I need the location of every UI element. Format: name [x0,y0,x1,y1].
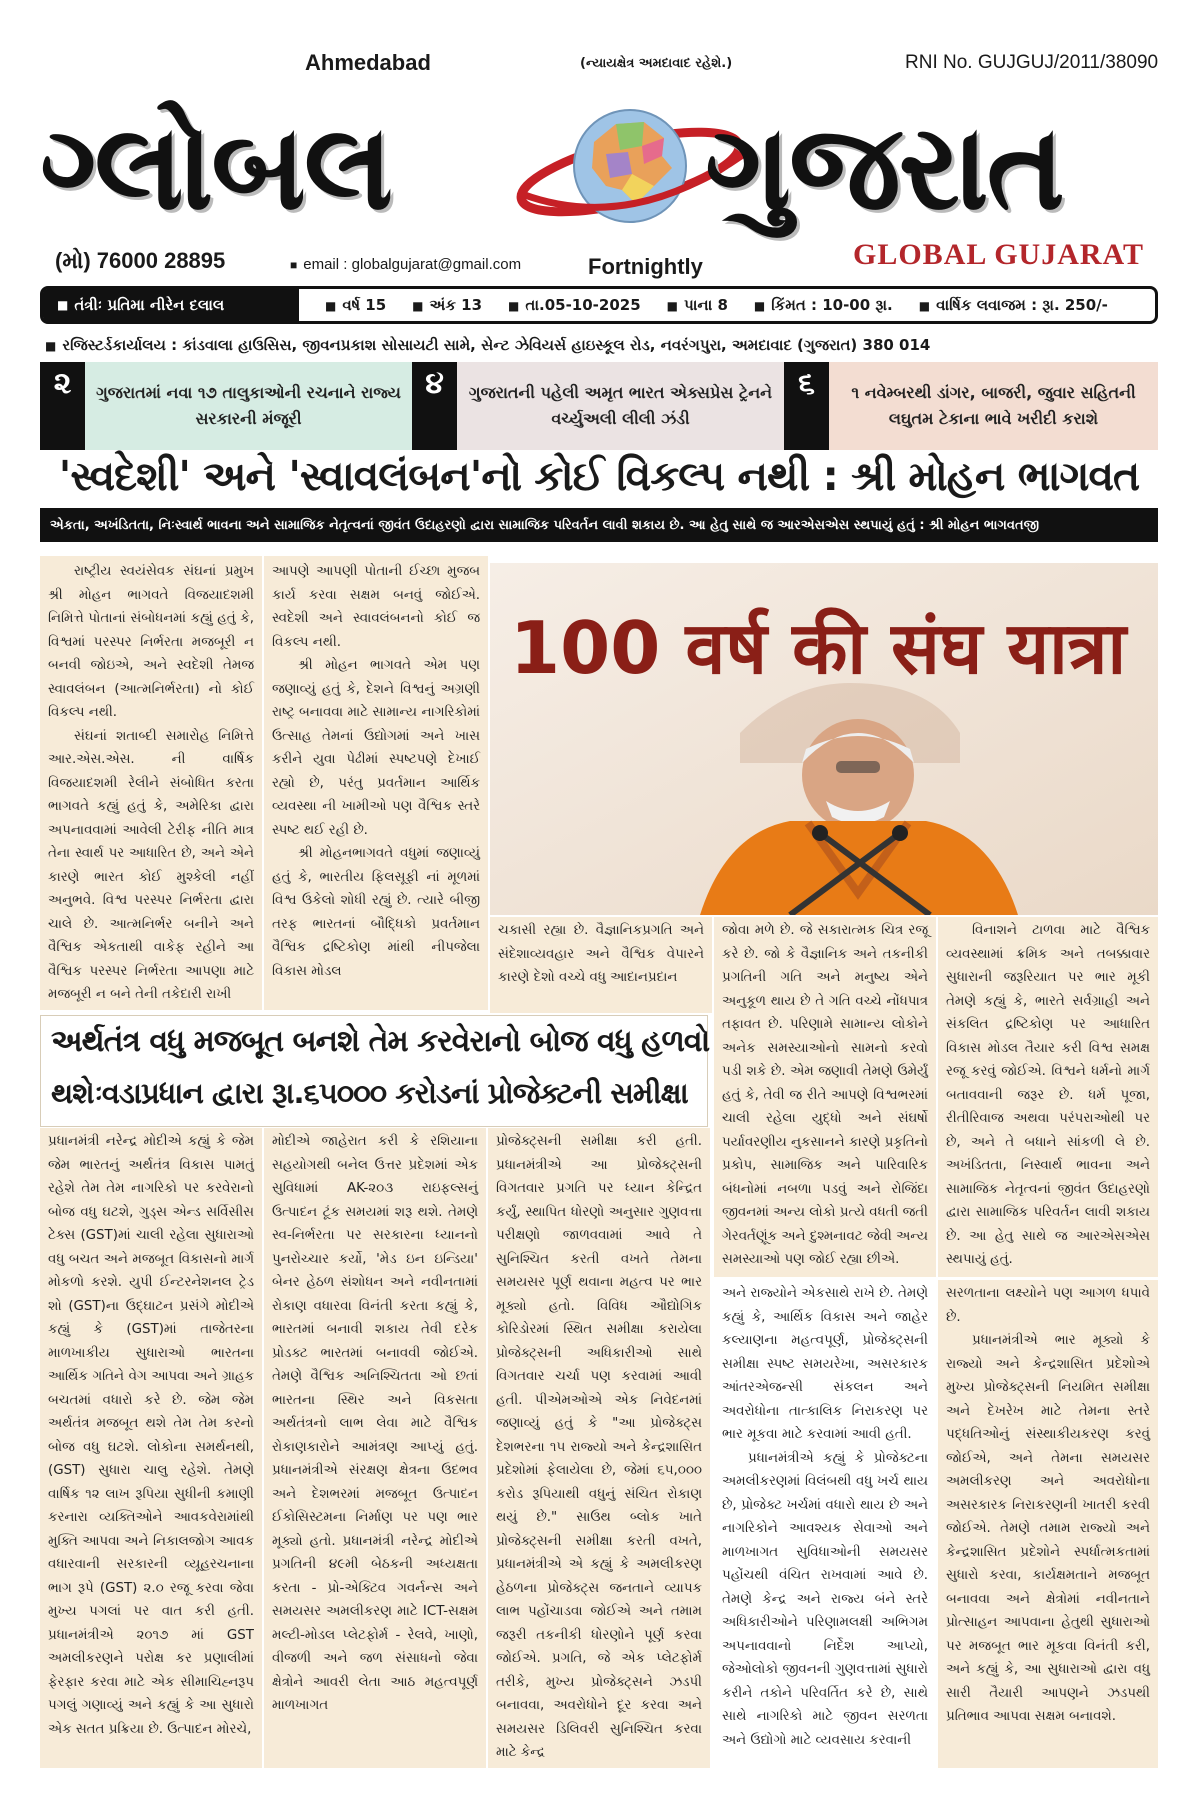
photo-banner-text: 100 वर्ष की संघ यात्रा [510,606,1127,690]
top-stories-strip [40,362,1158,450]
rni-number: RNI No. GUJGUJ/2011/38090 [905,52,1159,73]
jurisdiction-note: (ન્યાયક્ષેત્ર અમદાવાદ રહેશે.) [580,56,733,71]
masthead-title-part1: ગ્લોબલ [40,98,392,236]
second-story-headline-box[interactable] [40,1015,708,1127]
masthead [40,92,1160,242]
teaser-page-number: ૨ [40,362,85,450]
lead-story-column-3 [490,917,712,1013]
email-address[interactable]: ■ email : globalgujarat@gmail.com [290,256,521,273]
issue-year: ■ વર્ષ 15 [325,296,386,314]
paragraph: પ્રધાનમંત્રીએ કહ્યું કે પ્રોજેક્ટના અમલીકરણમાં વિલંબથી વધુ ખર્ચ થાય છે, પ્રોજેક્ટ ખર્ચમાં વધારો થાય છે અને નાગરિકોને આવશ્યક સેવાઓ અને માળખાગત સુવિધાઓની સમયસર પહોંચથી વંચિત રાખવામાં આવે છે. તેમણે કેન્દ્ર અને રાજ્ય બંને સ્તરે અધિકારીઓને પરિણામલક્ષી અભિગમ અપનાવવાનો નિર્દેશ આપ્યો, જેઓલોકો જીવનની ગુણવત્તામાં સુધારો કરીને તકોને પરિવર્તિત કરે છે, સાથે સાથે નાગરિકો માટે જીવન સરળતા અને ઉદ્યોગો માટે વ્યવસાય કરવાની [722,1450,928,1748]
second-story-column-1 [40,1128,262,1768]
second-story-column-5 [938,1280,1158,1768]
paragraph: ચકાસી રહ્યા છે. વૈજ્ઞાનિકપ્રગતિ અને સંદેશાવ્યવહાર અને વૈશ્વિક વેપારને કારણે દેશો વચ્ચે વધુ આદાનપ્રદાન [498,923,704,985]
registered-office: ■ રજિસ્ટર્ડકાર્યાલય : કાંડવાલા હાઉસિસ, જીવનપ્રકાશ સોસાયટી સામે, સેન્ટ ઝેવિયર્સ હાઇસ્કૂલ રોડ, નવરંગપુરા, અમદાવાદ (ગુજરાત) 380 014 [45,336,930,354]
paragraph: રાષ્ટ્રીય સ્વયંસેવક સંઘનાં પ્રમુખ શ્રી મોહન ભાગવતે વિજયાદશમી નિમિત્તે પોતાનાં સંબોધનમાં કહ્યું હતું કે, વિશ્વમાં પરસ્પર નિર્ભરતા મજબૂરી ન બનવી જોઇએ, અને સ્વદેશી તેમજ સ્વાવલંબન (આત્મનિર્ભરતા) નો કોઈ વિકલ્પ નથી. [48,564,254,720]
paragraph: શ્રી મોહન ભાગવતે એમ પણ જણાવ્યું હતું કે, દેશને વિશ્વનું અગ્રણી રાષ્ટ્ર બનાવવા માટે સામાન્ય નાગરિકોમાં ઉત્સાહ તેમનાં ઉદ્યોગમાં અને ખાસ કરીને યુવા પેઢીમાં સ્પષ્ટપણે દેખાઈ રહ્યો છે, પરંતુ પ્રવર્તમાન આર્થિક વ્યવસ્થા ની ખામીઓ પણ વૈશ્વિક સ્તરે સ્પષ્ટ થઈ રહી છે. [272,658,480,838]
paragraph: વિનાશને ટાળવા માટે વૈશ્વિક વ્યવસ્થામાં ક્રમિક અને તબક્કાવાર સુધારાની જરૂરિયાત પર ભાર મૂકી તેમણે કહ્યું કે, ભારતે સર્વગ્રાહી અને સંકલિત દ્રષ્ટિકોણ પર આધારિત વિકાસ મોડલ તૈયાર કરી વિશ્વ સમક્ષ રજૂ કરવું જોઈએ. વિશ્વને ધર્મનો માર્ગ બતાવવાની જરૂર છે. ધર્મ પૂજા, રીતીરિવાજ અથવા પરંપરાઓથી પર છે, અને તે બધાને સાંકળી લે છે. અખંડિતતા, નિસ્વાર્થ ભાવના અને સામાજિક નેતૃત્વનાં જીવંત ઉદાહરણો દ્વારા સામાજિક પરિવર્તન લાવી શકાય છે. આ હેતુ સાથે જ આરએસએસ સ્થપાયું હતું. [946,923,1150,1267]
lead-headline[interactable]: 'સ્વદેશી' અને 'સ્વાવલંબન'નો કોઈ વિકલ્પ નથી : શ્રી મોહન ભાગવત [58,452,1140,500]
lead-story-column-1 [40,556,262,1010]
teaser-text: ગુજરાતની પહેલી અમૃત ભારત એક્સપ્રેસ ટ્રેનને વર્ચ્યુઅલી લીલી ઝંડી [457,362,784,450]
masthead-title-part2: ગુજરાત [705,98,1063,236]
lead-subheadline: એકતા, અખંડિતતા, નિઃસ્વાર્થ ભાવના અને સામાજિક નેતૃત્વનાં જીવંત ઉદાહરણો દ્વારા સામાજિક પરિવર્તન લાવી શકાય છે. આ હેતુ સાથે જ આરએસએસ સ્થપાયું હતું : શ્રી મોહન ભાગવતજી [40,508,1158,542]
annual-subscription: ■ વાર્ષિક લવાજમ : રૂા. 250/- [919,296,1108,314]
masthead-city: Ahmedabad [305,50,431,75]
second-story-column-3 [488,1128,710,1768]
paragraph: પ્રધાનમંત્રી નરેન્દ્ર મોદીએ કહ્યું કે જેમ જેમ ભારતનું અર્થતંત્ર વિકાસ પામતું રહેશે તેમ તેમ નાગરિકો પર કરવેરાનો બોજ વધુ ઘટશે, ગુડ્સ એન્ડ સર્વિસીસ ટેક્સ (GST)માં ચાલી રહેલા સુધારાઓ વધુ બચત અને મજબૂત વિકાસનો માર્ગ મોકળો કરશે. યુપી ઈન્ટરનેશનલ ટ્રેડ શો (GST)ના ઉદ્ઘાટન પ્રસંગે મોદીએ કહ્યું કે (GST)માં તાજેતરના માળખાકીય સુધારાઓ ભારતના આર્થિક ગતિને વેગ આપવા અને ગ્રાહક બચતમાં વધારો કરે છે. જેમ જેમ અર્થતંત્ર મજબૂત થશે તેમ તેમ કરનો બોજ વધુ ઘટશે. લોકોના સમર્થનથી, (GST) સુધારા ચાલુ રહેશે. તેમણે વાર્ષિક ૧૨ લાખ રૂપિયા સુધીની કમાણી કરનારા વ્યક્તિઓને આવકવેરામાંથી મુક્તિ આપવા અને નિકાલજોગ આવક વધારવાની સરકારની વ્યૂહરચનાના ભાગ રૂપે (GST) ૨.૦ રજૂ કરવા જેવા મુખ્ય પગલાં પર વાત કરી હતી. પ્રધાનમંત્રીએ ૨૦૧૭ માં GST અમલીકરણને પરોક્ષ કર પ્રણાલીમાં ફેરફાર કરવા માટે એક સીમાચિહ્નરૂપ પગલું ગણાવ્યું અને કહ્યું કે આ સુધારો એક સતત પ્રક્રિયા છે. ઉત્પાદન મોરચે, [48,1134,254,1737]
lead-story-column-5 [938,917,1158,1277]
masthead-english-title: GLOBAL GUJARAT [853,238,1144,271]
teaser-page-number: ૬ [784,362,829,450]
lead-story-photo [490,563,1158,915]
paragraph: સંઘનાં શતાબ્દી સમારોહ નિમિત્તે આર.એસ.એસ. ની વાર્ષિક વિજયાદશમી રેલીને સંબોધિત કરતા ભાગવતે કહ્યું હતું કે, અમેરિકા દ્વારા અપનાવવામાં આવેલી ટેરીફ નીતિ માત્ર તેના સ્વાર્થ પર આધારિત છે, અને એને કારણે ભારત કોઈ મુશ્કેલી નહીં અનુભવે. વિશ્વ પરસ્પર નિર્ભરતા દ્વારા ચાલે છે. આત્મનિર્ભર બનીને અને વૈશ્વિક એકતાથી વાકેફ રહીને આ વૈશ્વિક પરસ્પર નિર્ભરતા આપણા માટે મજબૂરી ન બને તેની તકેદારી રાખી [48,728,254,1002]
paragraph: પ્રોજેક્ટ્સની સમીક્ષા કરી હતી. પ્રધાનમંત્રીએ આ પ્રોજેક્ટ્સની વિગતવાર પ્રગતિ પર ધ્યાન કેન્દ્રિત કર્યું, સ્થાપિત ધોરણો અનુસાર ગુણવત્તા પરીક્ષણો જાળવવામાં આવે તે સુનિશ્ચિત કરતી વખતે તેમના સમયસર પૂર્ણ થવાના મહત્વ પર ભાર મૂક્યો હતો. વિવિધ ઔદ્યોગિક કોરિડોરમાં સ્થિત સમીક્ષા કરાયેલા પ્રોજેક્ટ્સની અધિકારીઓ સાથે વિગતવાર ચર્ચા પણ કરવામાં આવી હતી. પીએમઓએ એક નિવેદનમાં જણાવ્યું હતું કે "આ પ્રોજેક્ટ્સ દેશભરના ૧૫ રાજ્યો અને કેન્દ્રશાસિત પ્રદેશોમાં ફેલાયેલા છે, જેમાં ૬૫,૦૦૦ કરોડ રૂપિયાથી વધુનું સંચિત રોકાણ થયું છે." સાઉથ બ્લોક ખાતે પ્રોજેક્ટ્સની સમીક્ષા કરતી વખતે, પ્રધાનમંત્રીએ એ કહ્યું કે અમલીકરણ હેઠળના પ્રોજેક્ટ્સ જનતાને વ્યાપક લાભ પહોંચાડવા જોઈએ અને તમામ જરૂરી તકનીકી ધોરણોને પૂર્ણ કરવા જોઈએ. પ્રગતિ, જે એક પ્લેટફોર્મ તરીકે, મુખ્ય પ્રોજેક્ટ્સને ઝડપી બનાવવા, અવરોધોને દૂર કરવા અને સમયસર ડિલિવરી સુનિશ્ચિત કરવા માટે કેન્દ્ર [496,1134,702,1760]
lead-story-column-4 [714,917,936,1277]
issue-price: ■ કિંમત : 10-00 રૂા. [754,296,893,314]
second-story-column-2 [264,1128,486,1768]
page-count: ■ પાના 8 [667,296,728,314]
phone-number: (મો) 76000 28895 [55,248,226,273]
teaser-page-4[interactable] [412,362,784,450]
paragraph: પ્રધાનમંત્રીએ ભાર મૂક્યો કે રાજ્યો અને કેન્દ્રશાસિત પ્રદેશોએ મુખ્ય પ્રોજેક્ટ્સની નિયમિત સમીક્ષા અને દેખરેખ માટે તેમના સ્તરે પદ્ધતિઓનું સંસ્થાકીયકરણ કરવું જોઈએ, અને તેમના સમયસર અમલીકરણ અને અવરોધોના અસરકારક નિરાકરણની ખાતરી કરવી જોઈએ. તેમણે તમામ રાજ્યો અને કેન્દ્રશાસિત પ્રદેશોને સ્પર્ધાત્મકતામાં સુધારો કરવા, કાર્યક્ષમતાને મજબૂત બનાવવા અને ક્ષેત્રોમાં નવીનતાને પ્રોત્સાહન આપવાના હેતુથી સુધારાઓ પર મજબૂત ભાર મૂકવા વિનંતી કરી, અને કહ્યું કે, આ સુધારાઓ દ્વારા વધુ સારી તૈયારી આપણને ઝડપથી પ્રતિભાવ આપવા સક્ષમ બનાવશે. [946,1333,1150,1724]
issue-number: ■ અંક 13 [412,296,482,314]
second-story-headline-line1: અર્થતંત્ર વધુ મજબૂત બનશે તેમ કરવેરાનો બોજ વધુ હળવો [51,1024,710,1059]
paragraph: સરળતાના લક્ષ્યોને પણ આગળ ધપાવે છે. [946,1286,1150,1325]
second-story-headline-line2: થશેઃવડાપ્રધાન દ્વારા રૂા.૬૫૦૦૦ કરોડનાં પ્રોજેક્ટની સમીક્ષા [51,1076,688,1110]
editor-name: ■ તંત્રીઃ પ્રતિમા નીરેન દલાલ [43,289,299,321]
teaser-text: ૧ નવેમ્બરથી ડાંગર, બાજરી, જુવાર સહિતની લઘુતમ ટેકાના ભાવે ખરીદી કરાશે [829,362,1158,450]
teaser-page-6[interactable] [784,362,1158,450]
paragraph: મોદીએ જાહેરાત કરી કે રશિયાના સહયોગથી બનેલ ઉત્તર પ્રદેશમાં એક સુવિધામાં AK-૨૦૩ રાઇફલ્સનું ઉત્પાદન ટૂંક સમયમાં શરૂ થશે. તેમણે સ્વ-નિર્ભરતા પર સરકારના ધ્યાનનો પુનરોચ્ચાર કર્યો, 'મેડ ઇન ઇન્ડિયા' બેનર હેઠળ સંશોધન અને નવીનતામાં રોકાણ વધારવા વિનંતી કરતા કહ્યું કે, ભારતમાં બનાવી શકાય તેવી દરેક પ્રોડક્ટ ભારતમાં બનાવવી જોઈએ. તેમણે વૈશ્વિક અનિશ્ચિતતા ઓ છતાં ભારતના સ્થિર અને વિકસતા અર્થતંત્રનો લાભ લેવા માટે વૈશ્વિક રોકાણકારોને આમંત્રણ આપ્યું હતું. પ્રધાનમંત્રીએ સંરક્ષણ ક્ષેત્રના ઉદભવ અને દેશભરમાં મજબૂત ઉત્પાદન ઈકોસિસ્ટમના નિર્માણ પર પણ ભાર મૂક્યો હતો. પ્રધાનમંત્રી નરેન્દ્ર મોદીએ પ્રગતિની ૪૯મી બેઠકની અધ્યક્ષતા કરતા - પ્રો-એક્ટિવ ગવર્નન્સ અને સમયસર અમલીકરણ માટે ICT-સક્ષમ મલ્ટી-મોડલ પ્લેટફોર્મ - રેલવે, ખાણો, વીજળી અને જળ સંસાધનો જેવા ક્ષેત્રોને આવરી લેતા આઠ મહત્વપૂર્ણ માળખાગત [272,1134,478,1713]
paragraph: આપણે આપણી પોતાની ઈચ્છા મુજબ કાર્ય કરવા સક્ષમ બનવું જોઈએ. સ્વદેશી અને સ્વાવલંબનનો કોઈ જ વિકલ્પ નથી. [272,564,480,650]
issue-date: ■ તા.05-10-2025 [508,296,641,314]
issue-info-bar [40,286,1158,324]
paragraph: અને રાજ્યોને એકસાથે રાખે છે. તેમણે કહ્યું કે, આર્થિક વિકાસ અને જાહેર કલ્યાણના મહત્વપૂર્ણ, પ્રોજેક્ટ્સની સમીક્ષા સ્પષ્ટ સમયરેખા, અસરકારક આંતરએજન્સી સંકલન અને અવરોધોના તાત્કાલિક નિરાકરણ પર ભાર મૂકવા માટે કરવામાં આવી હતી. [722,1286,928,1442]
teaser-page-2[interactable] [40,362,412,450]
second-story-column-4 [714,1280,936,1768]
lead-story-column-2 [264,556,488,1010]
paragraph: શ્રી મોહનભાગવતે વધુમાં જણાવ્યું હતું કે, ભારતીય ફિલસૂફી નાં મૂળમાં વિશ્વ ઉકેલો શોધી રહ્યું છે. ત્યારે બીજી તરફ ભારતનાં બૌદ્ધિકો પ્રવર્તમાન વૈશ્વિક દ્રષ્ટિકોણ માંથી નીપજેલા વિકાસ મોડલ [272,846,480,979]
publication-frequency: Fortnightly [588,254,703,279]
teaser-page-number: ૪ [412,362,457,450]
teaser-text: ગુજરાતમાં નવા ૧૭ તાલુકાઓની રચનાને રાજ્ય સરકારની મંજૂરી [85,362,412,450]
paragraph: જોવા મળે છે. જે સકારાત્મક ચિત્ર રજૂ કરે છે. જો કે વૈજ્ઞાનિક અને તકનીકી પ્રગતિની ગતિ અને મનુષ્ય એને અનુકૂળ થાય છે તે ગતિ વચ્ચે નોંધપાત્ર તફાવત છે. પરિણામે સામાન્ય લોકોને અનેક સમસ્યાઓનો સામનો કરવો પડી શકે છે. એમ જણાવી તેમણે ઉમેર્યું હતું કે, તેવી જ રીતે આપણે વિશ્વભરમાં ચાલી રહેલા યુદ્ધો અને સંઘર્ષો પર્યાવરણીય નુકસાનને કારણે પ્રકૃતિનો પ્રકોપ, સામાજિક અને પારિવારિક બંધનોમાં નબળા પડવું અને રોજિંદા જીવનમાં અન્ય લોકો પ્રત્યે વધતી જતી ગેરવર્તણૂંક અને દુશ્મનાવટ જેવી અન્ય સમસ્યાઓ પણ જોઈ રહ્યા છીએ. [722,923,929,1267]
